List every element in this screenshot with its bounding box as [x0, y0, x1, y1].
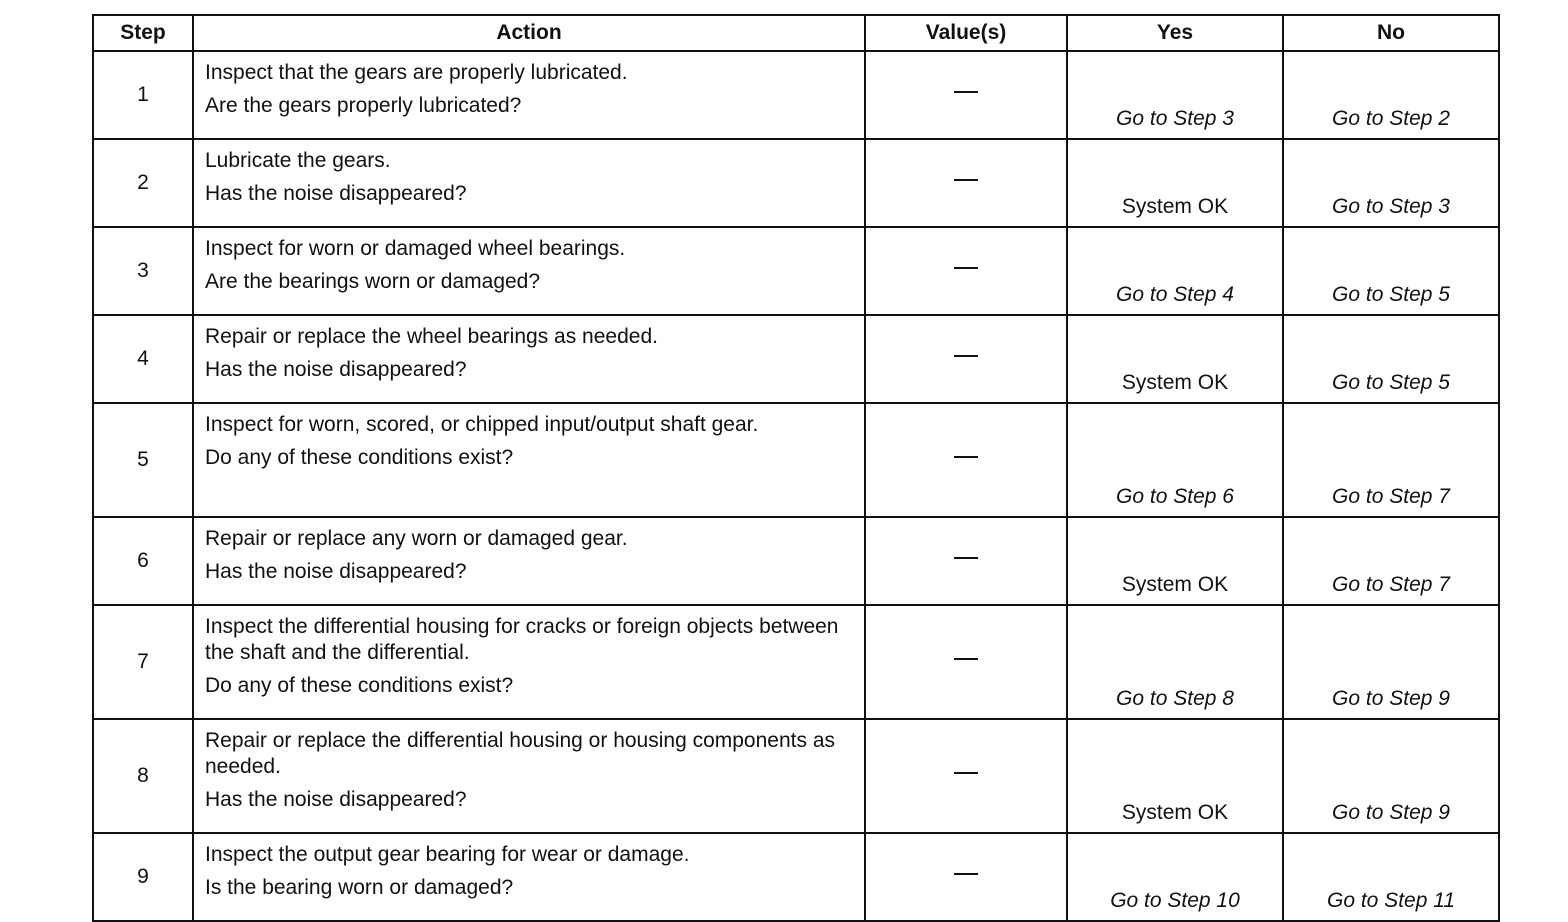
- yes-result: Go to Step 6: [1116, 485, 1234, 508]
- empty-value-dash: [954, 267, 978, 269]
- action-cell: [193, 517, 865, 605]
- no-cell: [1283, 51, 1499, 139]
- action-question: Are the bearings worn or damaged?: [205, 270, 541, 293]
- action-instruction: Lubricate the gears.: [205, 149, 391, 172]
- step-number: 4: [93, 315, 193, 403]
- no-cell: [1283, 139, 1499, 227]
- value-cell: [865, 403, 1067, 517]
- action-cell: [193, 403, 865, 517]
- table-row: [93, 227, 1499, 315]
- action-question: Has the noise disappeared?: [205, 560, 467, 583]
- header-yes: Yes: [1067, 15, 1283, 51]
- yes-result: Go to Step 8: [1116, 687, 1234, 710]
- empty-value-dash: [954, 658, 978, 660]
- value-cell: [865, 51, 1067, 139]
- table-row: [93, 719, 1499, 833]
- header-values: Value(s): [865, 15, 1067, 51]
- no-result: Go to Step 11: [1326, 889, 1456, 912]
- action-question: Do any of these conditions exist?: [205, 446, 514, 469]
- table-row: [93, 833, 1499, 921]
- no-result: Go to Step 5: [1332, 283, 1450, 306]
- yes-cell: [1067, 517, 1283, 605]
- action-cell: [193, 51, 865, 139]
- no-cell: [1283, 403, 1499, 517]
- table-row: [93, 315, 1499, 403]
- yes-result: System OK: [1121, 195, 1229, 218]
- no-result: Go to Step 7: [1332, 485, 1450, 508]
- yes-result: Go to Step 3: [1116, 107, 1234, 130]
- no-result: Go to Step 9: [1332, 801, 1450, 824]
- action-question: Is the bearing worn or damaged?: [205, 876, 514, 899]
- action-instruction: Inspect the output gear bearing for wear or damage.: [205, 843, 690, 866]
- action-instruction: Repair or replace any worn or damaged gear.: [205, 527, 628, 550]
- no-result: Go to Step 9: [1332, 687, 1450, 710]
- action-instruction: Inspect the differential housing for cracks or foreign objects between the shaft and the differential.: [205, 615, 839, 664]
- value-cell: [865, 605, 1067, 719]
- step-number: 3: [93, 227, 193, 315]
- action-cell: [193, 719, 865, 833]
- no-result: Go to Step 2: [1332, 107, 1450, 130]
- empty-value-dash: [954, 456, 978, 458]
- value-cell: [865, 833, 1067, 921]
- table-row: [93, 605, 1499, 719]
- value-cell: [865, 719, 1067, 833]
- empty-value-dash: [954, 873, 978, 875]
- action-question: Are the gears properly lubricated?: [205, 94, 522, 117]
- yes-cell: [1067, 227, 1283, 315]
- no-cell: [1283, 719, 1499, 833]
- action-cell: [193, 139, 865, 227]
- action-instruction: Repair or replace the differential housing or housing components as needed.: [205, 729, 835, 778]
- header-no: No: [1283, 15, 1499, 51]
- table-row: [93, 51, 1499, 139]
- step-number: 7: [93, 605, 193, 719]
- header-step: Step: [93, 15, 193, 51]
- value-cell: [865, 227, 1067, 315]
- yes-result: System OK: [1121, 801, 1229, 824]
- step-number: 2: [93, 139, 193, 227]
- action-instruction: Inspect that the gears are properly lubricated.: [205, 61, 628, 84]
- no-result: Go to Step 5: [1332, 371, 1450, 394]
- action-question: Has the noise disappeared?: [205, 788, 467, 811]
- yes-cell: [1067, 51, 1283, 139]
- action-instruction: Inspect for worn, scored, or chipped input/output shaft gear.: [205, 413, 759, 436]
- yes-result: Go to Step 4: [1116, 283, 1234, 306]
- yes-cell: [1067, 719, 1283, 833]
- step-number: 9: [93, 833, 193, 921]
- no-cell: [1283, 517, 1499, 605]
- action-cell: [193, 605, 865, 719]
- step-number: 6: [93, 517, 193, 605]
- empty-value-dash: [954, 557, 978, 559]
- yes-result: Go to Step 10: [1110, 889, 1240, 912]
- yes-result: System OK: [1121, 573, 1229, 596]
- header-row: [93, 15, 1499, 51]
- header-action: Action: [193, 15, 865, 51]
- empty-value-dash: [954, 772, 978, 774]
- action-cell: [193, 315, 865, 403]
- empty-value-dash: [954, 179, 978, 181]
- no-result: Go to Step 3: [1332, 195, 1450, 218]
- step-number: 1: [93, 51, 193, 139]
- no-cell: [1283, 833, 1499, 921]
- diagnostic-table: [92, 14, 1500, 922]
- action-cell: [193, 833, 865, 921]
- empty-value-dash: [954, 91, 978, 93]
- action-question: Do any of these conditions exist?: [205, 674, 514, 697]
- yes-cell: [1067, 605, 1283, 719]
- yes-cell: [1067, 315, 1283, 403]
- yes-cell: [1067, 139, 1283, 227]
- action-question: Has the noise disappeared?: [205, 182, 467, 205]
- yes-cell: [1067, 833, 1283, 921]
- action-instruction: Inspect for worn or damaged wheel bearings.: [205, 237, 626, 260]
- step-number: 5: [93, 403, 193, 517]
- value-cell: [865, 139, 1067, 227]
- value-cell: [865, 315, 1067, 403]
- no-cell: [1283, 227, 1499, 315]
- table-row: [93, 517, 1499, 605]
- yes-result: System OK: [1121, 371, 1229, 394]
- action-question: Has the noise disappeared?: [205, 358, 467, 381]
- yes-cell: [1067, 403, 1283, 517]
- table-row: [93, 403, 1499, 517]
- empty-value-dash: [954, 355, 978, 357]
- no-result: Go to Step 7: [1332, 573, 1450, 596]
- value-cell: [865, 517, 1067, 605]
- no-cell: [1283, 605, 1499, 719]
- table-row: [93, 139, 1499, 227]
- action-instruction: Repair or replace the wheel bearings as needed.: [205, 325, 658, 348]
- step-number: 8: [93, 719, 193, 833]
- action-cell: [193, 227, 865, 315]
- no-cell: [1283, 315, 1499, 403]
